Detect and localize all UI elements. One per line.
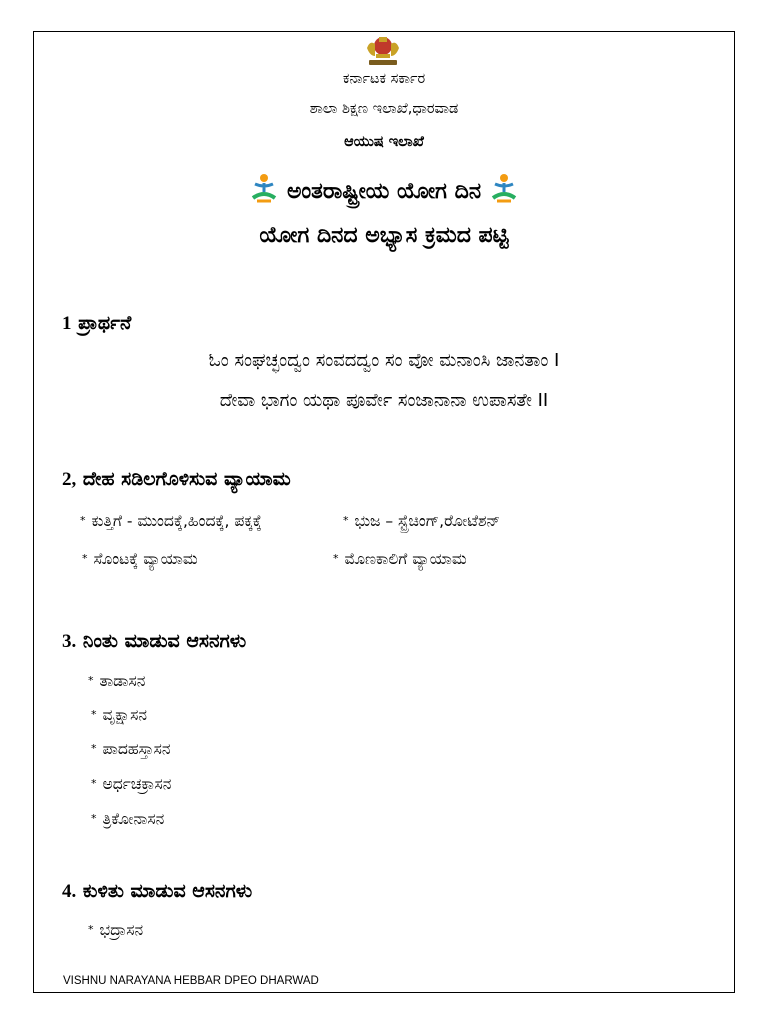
list-item: * ಸೊಂಟಕ್ಕೆ ವ್ಯಾಯಾಮ bbox=[82, 550, 198, 568]
section-title: ದೇಹ ಸಡಿಲಗೊಳಿಸುವ ವ್ಯಾಯಾಮ bbox=[82, 468, 291, 490]
government-name: ಕರ್ನಾಟಕ ಸರ್ಕಾರ bbox=[342, 71, 426, 87]
section-number: 1 bbox=[62, 313, 72, 334]
list-item: * ಮೊಣಕಾಲಿಗೆ ವ್ಯಾಯಾಮ bbox=[333, 550, 467, 568]
list-item: * ಭದ್ರಾಸನ bbox=[88, 921, 144, 939]
yoga-pose-icon bbox=[489, 172, 519, 204]
prayer-line-1: ಓಂ ಸಂಘಚ್ಛಂದ್ವಂ ಸಂವದದ್ವಂ ಸಂ ವೋ ಮನಾಂಸಿ ಜಾನತಾಂ I bbox=[208, 350, 560, 371]
footer-author: VISHNU NARAYANA HEBBAR DPEO DHARWAD bbox=[63, 975, 319, 987]
bullet-icon: * bbox=[333, 552, 339, 565]
department-name: ಶಾಲಾ ಶಿಕ್ಷಣ ಇಲಾಖೆ,ಧಾರವಾಡ bbox=[309, 101, 459, 117]
bullet-icon: * bbox=[80, 514, 86, 527]
bullet-icon: * bbox=[343, 514, 349, 527]
section-3-heading bbox=[62, 630, 246, 653]
list-item: * ಕುತ್ತಿಗೆ - ಮುಂದಕ್ಕೆ,ಹಿಂದಕ್ಕೆ, ಪಕ್ಕಕ್ಕೆ bbox=[80, 512, 262, 530]
bullet-icon: * bbox=[91, 742, 97, 755]
list-item: * ತ್ರಿಕೋನಾಸನ bbox=[91, 810, 165, 828]
section-number: 2, bbox=[62, 469, 77, 490]
prayer-line-2: ದೇವಾ ಭಾಗಂ ಯಥಾ ಪೂರ್ವೇ ಸಂಜಾನಾನಾ ಉಪಾಸತೇ II bbox=[219, 390, 549, 411]
title-line-1 bbox=[0, 172, 768, 204]
yoga-pose-icon bbox=[249, 172, 279, 204]
bullet-icon: * bbox=[91, 708, 97, 721]
title-text-1: ಅಂತರಾಷ್ಟ್ರೀಯ ಯೋಗ ದಿನ bbox=[286, 179, 482, 204]
section-title: ನಿಂತು ಮಾಡುವ ಆಸನಗಳು bbox=[82, 630, 247, 652]
list-item: * ಪಾದಹಸ್ತಾಸನ bbox=[91, 740, 171, 758]
section-title: ಪ್ರಾರ್ಥನೆ bbox=[78, 312, 132, 334]
list-item: * ತಾಡಾಸನ bbox=[88, 672, 146, 690]
bullet-icon: * bbox=[91, 812, 97, 825]
section-4-heading bbox=[62, 880, 252, 903]
karnataka-emblem-icon bbox=[361, 34, 405, 68]
bullet-icon: * bbox=[88, 923, 94, 936]
bullet-icon: * bbox=[88, 674, 94, 687]
bullet-icon: * bbox=[91, 777, 97, 790]
section-number: 3. bbox=[62, 631, 77, 652]
section-2-heading bbox=[62, 468, 291, 491]
ministry-name: ಆಯುಷ ಇಲಾಖೆ bbox=[344, 134, 424, 150]
title-line-2: ಯೋಗ ದಿನದ ಅಭ್ಯಾಸ ಕ್ರಮದ ಪಟ್ಟಿ bbox=[259, 223, 509, 248]
list-item: * ಅರ್ಧಚಕ್ರಾಸನ bbox=[91, 775, 172, 793]
list-item: * ಭುಜ – ಸ್ಟ್ರೆಚಿಂಗ್,ರೋಟೆಶನ್ bbox=[343, 512, 501, 530]
section-1-heading bbox=[62, 312, 131, 335]
list-item: * ವೃಕ್ಷಾಸನ bbox=[91, 706, 147, 724]
bullet-icon: * bbox=[82, 552, 88, 565]
section-title: ಕುಳಿತು ಮಾಡುವ ಆಸನಗಳು bbox=[82, 880, 253, 902]
section-number: 4. bbox=[62, 881, 77, 902]
